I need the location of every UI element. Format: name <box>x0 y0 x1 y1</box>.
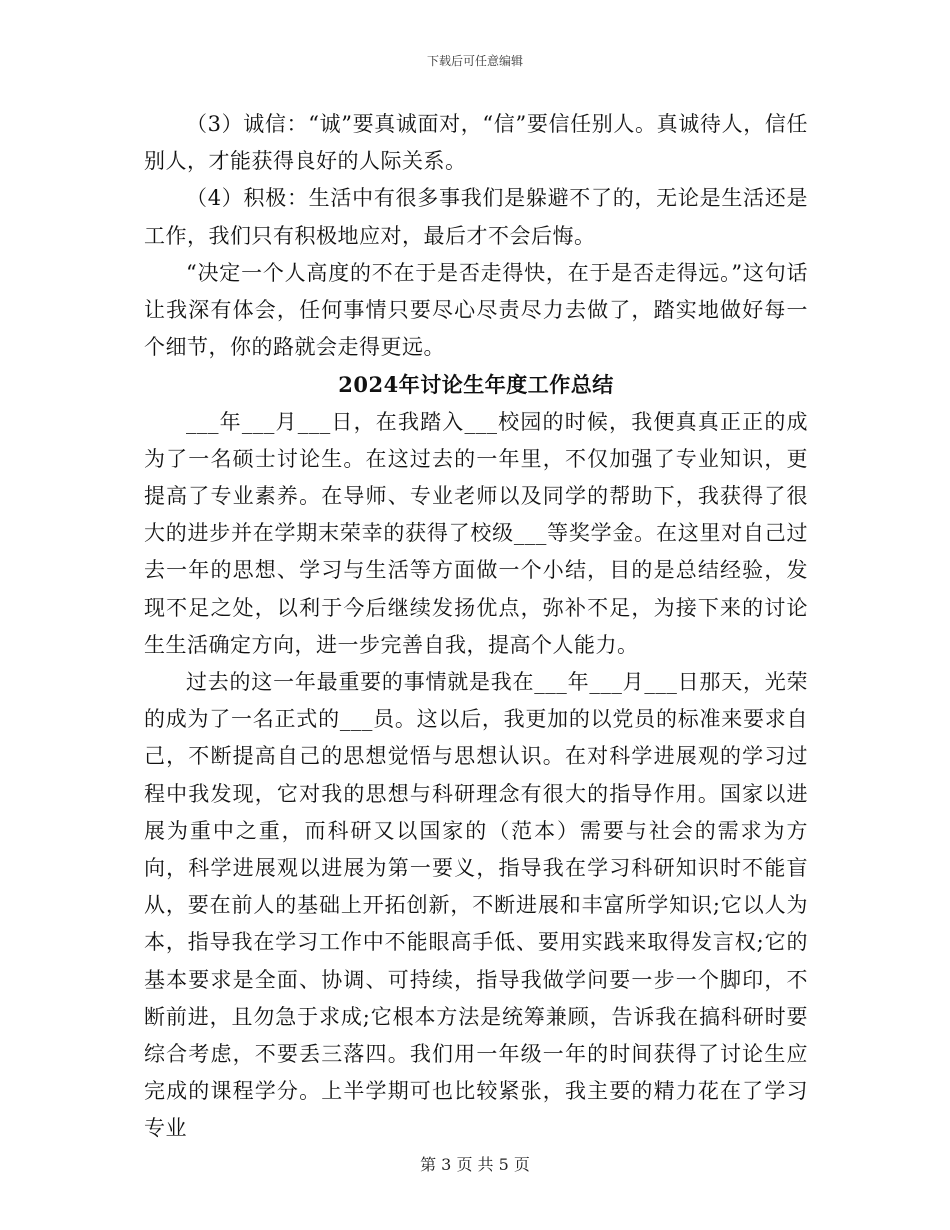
paragraph-intro: ___年___月___日，在我踏入___校园的时候，我便真真正正的成为了一名硕士讨论生。在这过去的一年里，不仅加强了专业知识，更提高了专业素养。在导师、专业老师以及同学的帮助下，我获得了很大的进步并在学期末荣幸的获得了校级___等奖学金。在这里对自己过去一年的思想、学习与生活等方面做一个小结，目的是总结经验，发现不足之处，以利于今后继续发扬优点，弥补不足，为接下来的讨论生生活确定方向，进一步完善自我，提高个人能力。 <box>144 409 808 657</box>
document-body <box>144 106 808 1148</box>
paragraph-quote: “决定一个人高度的不在于是否走得快，在于是否走得远。”这句话让我深有体会，任何事情只要尽心尽责尽力去做了，踏实地做好每一个细节，你的路就会走得更远。 <box>144 260 808 360</box>
page-header-note: 下载后可任意编辑 <box>426 54 523 68</box>
paragraph-positivity: （4）积极：生活中有很多事我们是躲避不了的，无论是生活还是工作，我们只有积极地应对，最后才不会后悔。 <box>144 186 808 248</box>
paragraph-party-membership: 过去的这一年最重要的事情就是我在___年___月___日那天，光荣的成为了一名正式的___员。这以后，我更加的以党员的标准来要求自己，不断提高自己的思想觉悟与思想认识。在对科学进展观的学习过程中我发现，它对我的思想与科研理念有很大的指导作用。国家以进展为重中之重，而科研又以国家的（范本）需要与社会的需求为方向，科学进展观以进展为第一要义，指导我在学习科研知识时不能盲从，要在前人的基础上开拓创新，不断进展和丰富所学知识;它以人为本，指导我在学习工作中不能眼高手低、要用实践来取得发言权;它的基本要求是全面、协调、可持续，指导我做学问要一步一个脚印，不断前进，且勿急于求成;它根本方法是统筹兼顾，告诉我在搞科研时要综合考虑，不要丢三落四。我们用一年级一年的时间获得了讨论生应完成的课程学分。上半学期可也比较紧张，我主要的精力花在了学习专业 <box>144 670 808 1141</box>
page-number: 第 3 页 共 5 页 <box>420 1155 530 1174</box>
paragraph-integrity: （3）诚信：“诚”要真诚面对，“信”要信任别人。真诚待人，信任别人，才能获得良好的人际关系。 <box>144 112 808 174</box>
section-title: 2024年讨论生年度工作总结 <box>338 372 614 398</box>
